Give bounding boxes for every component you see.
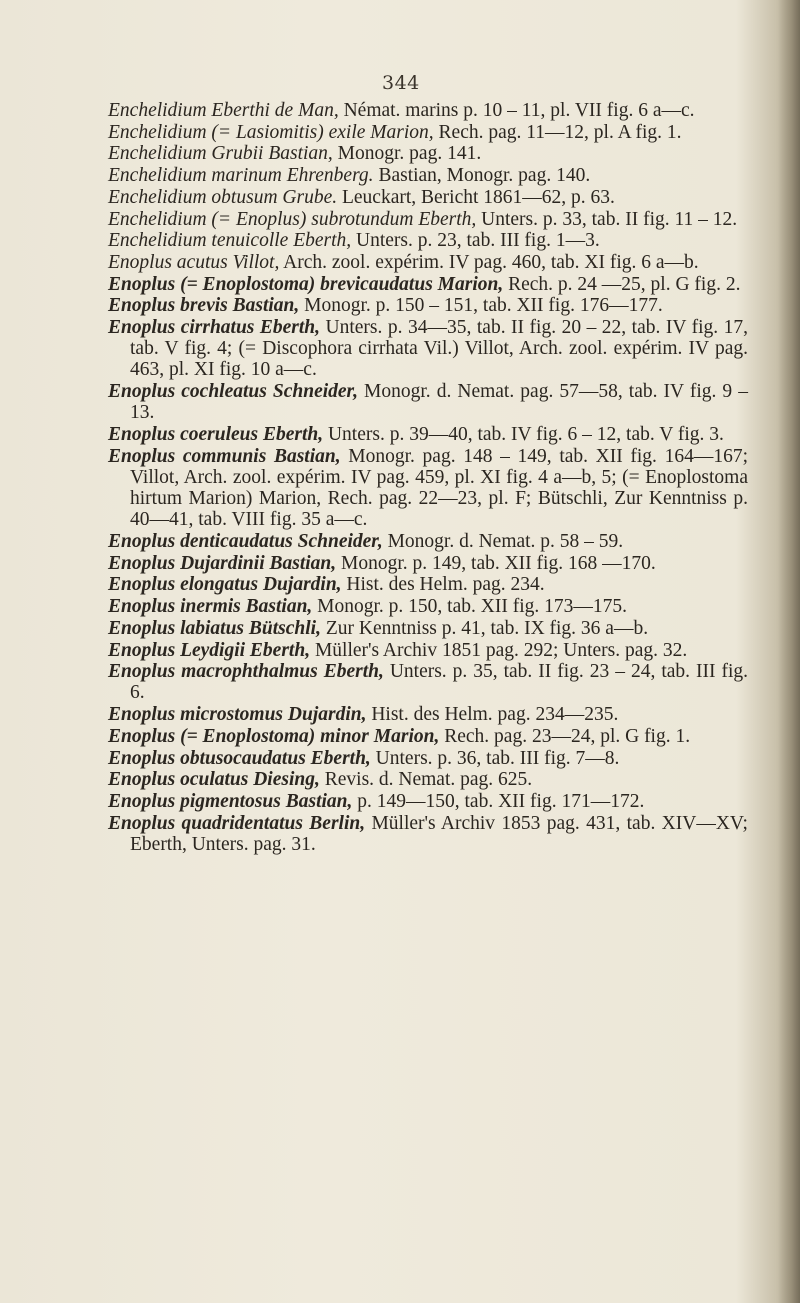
reference-citation: Monogr. d. Nemat. p. 58 – 59.: [382, 531, 624, 553]
reference-citation: Monogr. d. Nemat. pag. 57—58, tab. IV fig. 9 – 13.: [130, 381, 748, 424]
species-name: Enoplus oculatus Diesing,: [108, 769, 320, 791]
reference-entry: [108, 381, 748, 423]
species-name: Enoplus pigmentosus Bastian,: [108, 791, 353, 812]
reference-citation: Hist. des Helm. pag. 234.: [341, 574, 545, 596]
species-name: Enoplus obtusocaudatus Eberth,: [108, 747, 371, 769]
reference-entry: [108, 424, 748, 445]
reference-citation: Unters. p. 34—35, tab. II fig. 20 – 22, tab. IV fig. 17, tab. V fig. 4; (= Discophora cirrhata Vil.) Villot, Arch. zool. expérim. IV pag. 463, pl. XI fig. 10 a—c.: [130, 317, 748, 381]
species-name: Enoplus (= Enoplostoma) brevicaudatus Marion,: [108, 273, 504, 295]
reference-entry: [108, 165, 748, 186]
species-name: Enchelidium (= Lasiomitis) exile Marion,: [108, 121, 434, 143]
species-name: Enoplus denticaudatus Schneider,: [108, 531, 383, 553]
reference-entry: [108, 100, 748, 121]
reference-entry: [108, 791, 748, 812]
page-spine-shadow: [778, 0, 800, 1303]
species-name: Enoplus microstomus Dujardin,: [108, 704, 367, 726]
reference-citation: Unters. p. 33, tab. II fig. 11 – 12.: [476, 208, 738, 230]
species-name: Enoplus coeruleus Eberth,: [108, 424, 324, 446]
species-name: Enoplus Dujardinii Bastian,: [108, 552, 337, 574]
reference-entry: [108, 596, 748, 617]
species-name: Enchelidium Eberthi de Man,: [108, 100, 339, 121]
reference-entry: [108, 274, 748, 295]
species-name: Enoplus communis Bastian,: [108, 445, 341, 467]
reference-entry: [108, 769, 748, 790]
reference-entry: [108, 553, 748, 574]
reference-entry: [108, 618, 748, 639]
reference-citation: Revis. d. Nemat. pag. 625.: [319, 769, 533, 791]
reference-citation: Leuckart, Bericht 1861—62, p. 63.: [337, 186, 615, 208]
reference-citation: Monogr. p. 150 – 151, tab. XII fig. 176—177.: [299, 295, 663, 317]
reference-citation: Unters. p. 23, tab. III fig. 1—3.: [351, 230, 600, 252]
reference-citation: Unters. p. 35, tab. II fig. 23 – 24, tab. III fig. 6.: [130, 661, 748, 704]
reference-entry: [108, 252, 748, 273]
reference-entry: [108, 813, 748, 855]
reference-entry: [108, 574, 748, 595]
reference-entry: [108, 187, 748, 208]
reference-entry: [108, 661, 748, 703]
species-name: Enchelidium tenuicolle Eberth,: [108, 230, 352, 252]
species-name: Enoplus Leydigii Eberth,: [108, 639, 311, 661]
reference-citation: Unters. p. 36, tab. III fig. 7—8.: [370, 747, 620, 769]
species-name: Enoplus brevis Bastian,: [108, 295, 300, 317]
reference-entry: [108, 640, 748, 661]
reference-citation: Monogr. pag. 148 – 149, tab. XII fig. 164—167; Villot, Arch. zool. expérim. IV pag. 459, pl. XI fig. 4 a—b, 5; (= Enoplostoma hirtum Marion) Marion, Rech. pag. 22—23, pl. F; Bütschli, Zur Kenntniss p. 40—41, tab. VIII fig. 35 a—c.: [130, 445, 748, 531]
species-name: Enoplus cirrhatus Eberth,: [108, 317, 321, 339]
reference-citation: Müller's Archiv 1851 pag. 292; Unters. pag. 32.: [310, 639, 688, 661]
species-reference-list: [108, 100, 748, 856]
reference-citation: p. 149—150, tab. XII fig. 171—172.: [352, 791, 645, 812]
reference-citation: Rech. pag. 23—24, pl. G fig. 1.: [439, 725, 691, 747]
reference-citation: Unters. p. 39—40, tab. IV fig. 6 – 12, tab. V fig. 3.: [323, 424, 724, 446]
reference-entry: [108, 748, 748, 769]
reference-entry: [108, 704, 748, 725]
species-name: Enoplus acutus Villot,: [108, 251, 280, 273]
reference-citation: Arch. zool. expérim. IV pag. 460, tab. XI fig. 6 a—b.: [279, 251, 699, 273]
reference-entry: [108, 317, 748, 381]
reference-entry: [108, 726, 748, 747]
reference-citation: Müller's Archiv 1853 pag. 431, tab. XIV—XV; Eberth, Unters. pag. 31.: [130, 812, 748, 855]
species-name: Enoplus (= Enoplostoma) minor Marion,: [108, 725, 440, 747]
reference-entry: [108, 209, 748, 230]
reference-entry: [108, 122, 748, 143]
species-name: Enoplus cochleatus Schneider,: [108, 381, 358, 403]
reference-entry: [108, 295, 748, 316]
reference-citation: Monogr. p. 149, tab. XII fig. 168 —170.: [336, 552, 656, 574]
reference-citation: Monogr. pag. 141.: [332, 143, 482, 165]
reference-citation: Rech. pag. 11—12, pl. A fig. 1.: [433, 121, 682, 143]
reference-citation: Zur Kenntniss p. 41, tab. IX fig. 36 a—b.: [320, 617, 649, 639]
species-name: Enchelidium obtusum Grube.: [108, 186, 338, 208]
species-name: Enchelidium (= Enoplus) subrotundum Eberth,: [108, 208, 477, 230]
species-name: Enchelidium marinum Ehrenberg.: [108, 165, 374, 187]
reference-citation: Bastian, Monogr. pag. 140.: [373, 165, 591, 187]
species-name: Enoplus quadridentatus Berlin,: [108, 812, 366, 834]
species-name: Enchelidium Grubii Bastian,: [108, 143, 333, 165]
reference-entry: [108, 446, 748, 531]
species-name: Enoplus labiatus Bütschli,: [108, 617, 321, 639]
species-name: Enoplus macrophthalmus Eberth,: [108, 661, 384, 683]
reference-entry: [108, 143, 748, 164]
reference-citation: Némat. marins p. 10 – 11, pl. VII fig. 6 a—c.: [338, 100, 695, 121]
species-name: Enoplus elongatus Dujardin,: [108, 574, 342, 596]
reference-citation: Hist. des Helm. pag. 234—235.: [366, 704, 619, 726]
reference-citation: Monogr. p. 150, tab. XII fig. 173—175.: [312, 596, 627, 618]
reference-entry: [108, 230, 748, 251]
species-name: Enoplus inermis Bastian,: [108, 596, 313, 618]
page-number: 344: [382, 72, 420, 94]
reference-citation: Rech. p. 24 —25, pl. G fig. 2.: [503, 273, 741, 295]
reference-entry: [108, 531, 748, 552]
